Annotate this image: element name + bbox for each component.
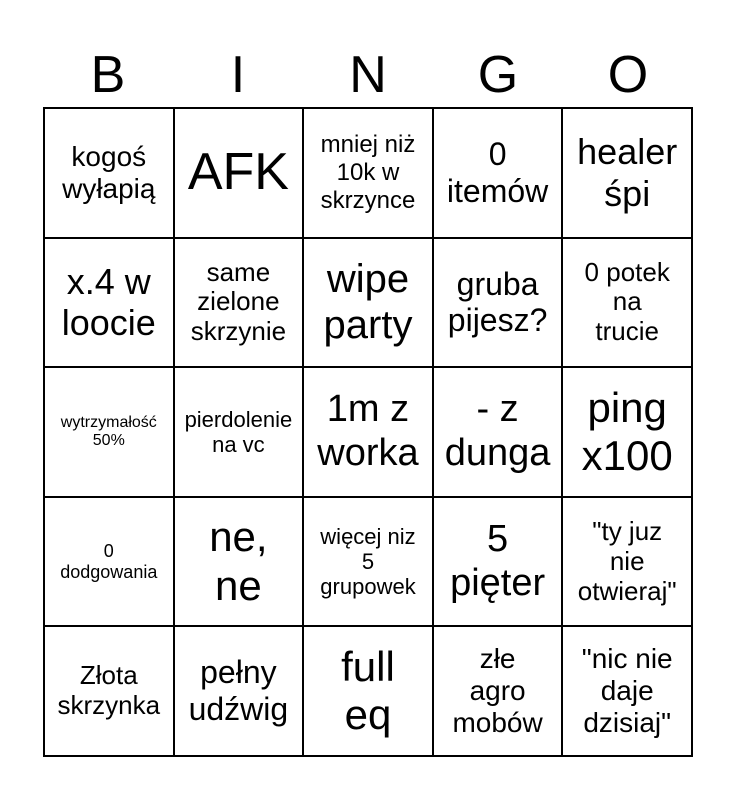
bingo-cell[interactable]: 0 dodgowania xyxy=(44,497,174,627)
bingo-cell[interactable]: full eq xyxy=(303,626,433,756)
bingo-header xyxy=(43,42,693,108)
bingo-cell[interactable]: kogoś wyłapią xyxy=(44,108,174,238)
bingo-cell[interactable]: same zielone skrzynie xyxy=(174,238,304,368)
bingo-cell[interactable]: 1m z worka xyxy=(303,367,433,497)
header-letter-o: O xyxy=(607,46,649,104)
bingo-cell[interactable]: 5 pięter xyxy=(433,497,563,627)
bingo-cell[interactable]: pierdolenie na vc xyxy=(174,367,304,497)
bingo-cell[interactable]: mniej niż 10k w skrzynce xyxy=(303,108,433,238)
header-letter-i: I xyxy=(230,46,246,104)
bingo-cell[interactable]: healer śpi xyxy=(562,108,692,238)
bingo-cell[interactable]: złe agro mobów xyxy=(433,626,563,756)
bingo-cell[interactable]: gruba pijesz? xyxy=(433,238,563,368)
bingo-cell[interactable]: 0 itemów xyxy=(433,108,563,238)
bingo-cell[interactable]: AFK xyxy=(174,108,304,238)
bingo-cell[interactable]: wytrzymałość 50% xyxy=(44,367,174,497)
bingo-cell[interactable]: - z dunga xyxy=(433,367,563,497)
bingo-cell[interactable]: Złota skrzynka xyxy=(44,626,174,756)
bingo-cell[interactable]: x.4 w loocie xyxy=(44,238,174,368)
bingo-cell[interactable]: "ty juz nie otwieraj" xyxy=(562,497,692,627)
bingo-cell[interactable]: ne, ne xyxy=(174,497,304,627)
header-letter-b: B xyxy=(90,46,126,104)
bingo-cell[interactable]: "nic nie daje dzisiaj" xyxy=(562,626,692,756)
bingo-cell[interactable]: 0 potek na trucie xyxy=(562,238,692,368)
header-letter-g: G xyxy=(477,46,519,104)
bingo-grid xyxy=(43,107,693,757)
bingo-cell[interactable]: ping x100 xyxy=(562,367,692,497)
bingo-cell[interactable]: więcej niz 5 grupowek xyxy=(303,497,433,627)
header-letter-n: N xyxy=(349,46,387,104)
bingo-cell[interactable]: wipe party xyxy=(303,238,433,368)
bingo-cell[interactable]: pełny udźwig xyxy=(174,626,304,756)
